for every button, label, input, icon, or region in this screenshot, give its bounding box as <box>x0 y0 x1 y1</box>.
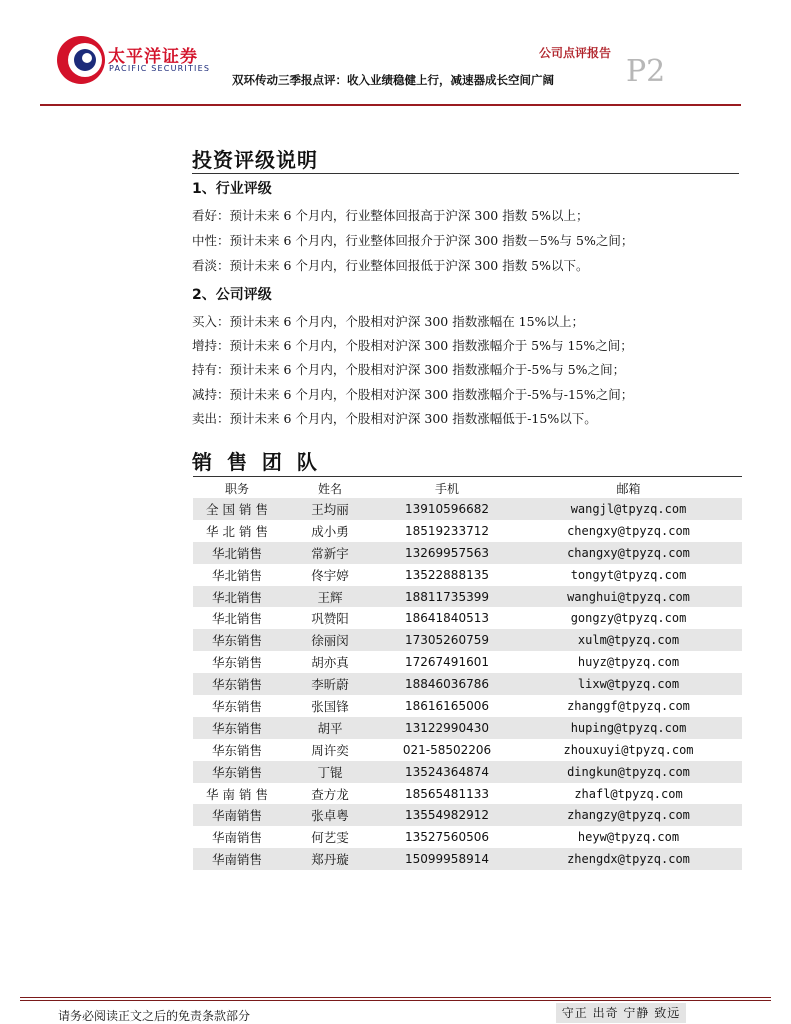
table-row <box>193 651 742 673</box>
phone-cell: 18616165006 <box>405 698 489 713</box>
industry-rating-line: 中性：预计未来 6 个月内，行业整体回报介于沪深 300 指数－5%与 5%之间； <box>192 233 634 248</box>
position-cell: 华南销售 <box>193 848 281 870</box>
company-rating-line: 持有：预计未来 6 个月内，个股相对沪深 300 指数涨幅介于-5%与 5%之间； <box>192 362 626 377</box>
position-cell: 华东销售 <box>193 761 281 783</box>
report-subtitle: 双环传动三季报点评：收入业绩稳健上行，减速器成长空间广阔 <box>232 73 554 87</box>
phone-cell: 18811735399 <box>379 586 515 608</box>
name-cell: 查方龙 <box>311 786 349 802</box>
table-row <box>193 498 742 520</box>
name-cell: 何艺雯 <box>311 830 349 846</box>
position-cell: 华 南 销 售 <box>206 786 268 802</box>
table-row <box>193 586 742 608</box>
position-cell: 华东销售 <box>211 742 262 758</box>
table-row <box>193 629 742 651</box>
col-header-position: 职务 <box>224 481 249 496</box>
table-row <box>193 826 742 848</box>
name-cell: 巩赞阳 <box>311 611 349 627</box>
table-row <box>193 761 742 783</box>
industry-rating-line: 看好：预计未来 6 个月内，行业整体回报高于沪深 300 指数 5%以上； <box>192 208 589 223</box>
position-cell: 华 北 销 售 <box>206 523 268 539</box>
name-cell: 王均丽 <box>281 498 379 520</box>
table-row <box>193 673 742 695</box>
name-cell: 周许奕 <box>311 742 349 758</box>
phone-cell: 17305260759 <box>379 629 515 651</box>
table-row <box>193 804 742 826</box>
phone-cell: 18519233712 <box>405 523 489 538</box>
position-cell: 华北销售 <box>211 611 262 627</box>
phone-cell: 13554982912 <box>379 804 515 826</box>
phone-cell: 18846036786 <box>379 673 515 695</box>
table-row <box>193 717 742 739</box>
phone-cell: 021-58502206 <box>402 742 492 757</box>
email-cell: zhouxuyi@tpyzq.com <box>563 742 694 757</box>
logo-english-name: PACIFIC SECURITIES <box>109 64 211 73</box>
position-cell: 华东销售 <box>193 629 281 651</box>
name-cell: 李昕蔚 <box>281 673 379 695</box>
col-header-email: 邮箱 <box>616 481 641 496</box>
email-cell: zhafl@tpyzq.com <box>574 786 683 801</box>
table-row <box>193 542 742 564</box>
email-cell: xulm@tpyzq.com <box>515 629 742 651</box>
email-cell: lixw@tpyzq.com <box>515 673 742 695</box>
phone-cell: 13910596682 <box>379 498 515 520</box>
email-cell: heyw@tpyzq.com <box>577 830 680 845</box>
table-row <box>193 695 742 717</box>
col-header-name: 姓名 <box>317 481 342 496</box>
phone-cell: 13269957563 <box>379 542 515 564</box>
position-cell: 华北销售 <box>193 586 281 608</box>
phone-cell: 18641840513 <box>405 611 489 626</box>
name-cell: 张国锋 <box>311 698 349 714</box>
table-row <box>193 564 742 586</box>
position-cell: 华东销售 <box>193 673 281 695</box>
industry-rating-title: 1、行业评级 <box>192 181 272 197</box>
name-cell: 徐丽闵 <box>281 629 379 651</box>
phone-cell: 13527560506 <box>405 830 489 845</box>
company-rating-line: 卖出：预计未来 6 个月内，个股相对沪深 300 指数涨幅低于-15%以下。 <box>192 411 597 426</box>
table-row <box>193 783 742 805</box>
company-motto: 守正 出奇 宁静 致远 <box>556 1003 686 1023</box>
email-cell: chengxy@tpyzq.com <box>567 523 690 538</box>
position-cell: 华南销售 <box>193 804 281 826</box>
sales-table-top-rule <box>193 476 742 477</box>
position-cell: 华东销售 <box>211 698 262 714</box>
table-row <box>193 607 742 629</box>
sales-team-title: 销 售 团 队 <box>192 450 321 474</box>
phone-cell: 13522888135 <box>405 567 489 582</box>
phone-cell: 13122990430 <box>379 717 515 739</box>
position-cell: 华东销售 <box>211 655 262 671</box>
email-cell: huyz@tpyzq.com <box>577 655 680 670</box>
table-row <box>193 848 742 870</box>
name-cell: 胡平 <box>281 717 379 739</box>
email-cell: huping@tpyzq.com <box>515 717 742 739</box>
col-header-phone: 手机 <box>434 481 459 496</box>
rating-section-title: 投资评级说明 <box>192 148 318 172</box>
footer-divider-secondary <box>20 1000 771 1001</box>
email-cell: zhanggf@tpyzq.com <box>567 698 690 713</box>
email-cell: zhangzy@tpyzq.com <box>515 804 742 826</box>
report-type: 公司点评报告 <box>538 46 611 60</box>
position-cell: 华东销售 <box>193 717 281 739</box>
sales-team-table <box>193 478 742 870</box>
pacific-logo-icon <box>55 34 107 86</box>
email-cell: changxy@tpyzq.com <box>515 542 742 564</box>
position-cell: 华北销售 <box>193 542 281 564</box>
table-row <box>193 520 742 542</box>
footer-divider <box>20 997 771 998</box>
name-cell: 丁锟 <box>281 761 379 783</box>
page-number: P2 <box>626 54 666 89</box>
disclaimer-note: 请务必阅读正文之后的免责条款部分 <box>58 1009 251 1023</box>
phone-cell: 17267491601 <box>405 655 489 670</box>
phone-cell: 18565481133 <box>405 786 489 801</box>
name-cell: 胡亦真 <box>311 655 349 671</box>
phone-cell: 13524364874 <box>379 761 515 783</box>
header-divider <box>40 104 741 106</box>
table-header-row <box>193 478 742 498</box>
email-cell: zhengdx@tpyzq.com <box>515 848 742 870</box>
company-logo <box>55 34 215 94</box>
email-cell: tongyt@tpyzq.com <box>570 567 687 582</box>
position-cell: 华北销售 <box>211 567 262 583</box>
name-cell: 佟宇婷 <box>311 567 349 583</box>
name-cell: 张卓粤 <box>281 804 379 826</box>
name-cell: 王辉 <box>281 586 379 608</box>
position-cell: 华南销售 <box>211 830 262 846</box>
company-rating-line: 增持：预计未来 6 个月内，个股相对沪深 300 指数涨幅介于 5%与 15%之间； <box>192 338 633 353</box>
name-cell: 常新宇 <box>281 542 379 564</box>
name-cell: 郑丹璇 <box>281 848 379 870</box>
position-cell: 全 国 销 售 <box>193 498 281 520</box>
email-cell: wangjl@tpyzq.com <box>515 498 742 520</box>
phone-cell: 15099958914 <box>379 848 515 870</box>
company-rating-title: 2、公司评级 <box>192 287 272 303</box>
company-rating-line: 减持：预计未来 6 个月内，个股相对沪深 300 指数涨幅介于-5%与-15%之间； <box>192 387 634 402</box>
table-row <box>193 739 742 761</box>
email-cell: dingkun@tpyzq.com <box>515 761 742 783</box>
email-cell: wanghui@tpyzq.com <box>515 586 742 608</box>
industry-rating-line: 看淡：预计未来 6 个月内，行业整体回报低于沪深 300 指数 5%以下。 <box>192 258 589 273</box>
rating-section-divider <box>192 173 739 174</box>
name-cell: 成小勇 <box>311 523 349 539</box>
email-cell: gongzy@tpyzq.com <box>570 611 687 626</box>
logo-chinese-name: 太平洋证券 <box>108 47 198 67</box>
company-rating-line: 买入：预计未来 6 个月内，个股相对沪深 300 指数涨幅在 15%以上； <box>192 314 584 329</box>
